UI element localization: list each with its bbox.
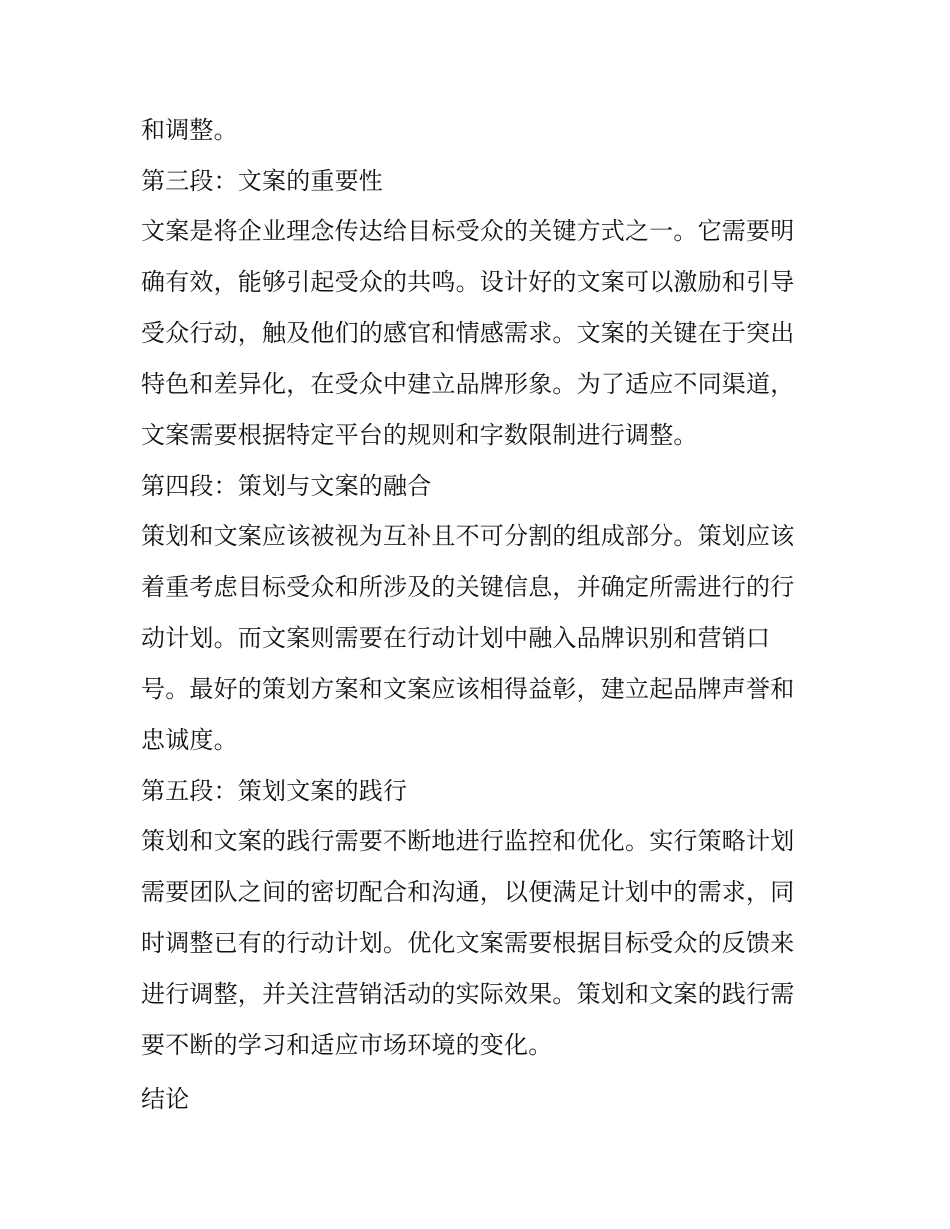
section-heading-4: 第四段：策划与文案的融合 <box>141 472 432 500</box>
paragraph-line: 文案需要根据特定平台的规则和字数限制进行调整。 <box>141 421 698 449</box>
section-heading-3: 第三段：文案的重要性 <box>141 167 383 195</box>
paragraph-line: 文案是将企业理念传达给目标受众的关键方式之一。它需要明 <box>141 217 795 245</box>
paragraph-line: 和调整。 <box>141 116 238 144</box>
paragraph-line: 时调整已有的行动计划。优化文案需要根据目标受众的反馈来 <box>141 929 795 957</box>
paragraph-line: 要不断的学习和适应市场环境的变化。 <box>141 1031 553 1059</box>
paragraph-line: 受众行动，触及他们的感官和情感需求。文案的关键在于突出 <box>141 319 795 347</box>
paragraph-line: 着重考虑目标受众和所涉及的关键信息，并确定所需进行的行 <box>141 573 795 601</box>
paragraph-line: 进行调整，并关注营销活动的实际效果。策划和文案的践行需 <box>141 980 795 1008</box>
document-body <box>141 105 813 1124</box>
conclusion-heading: 结论 <box>141 1085 190 1113</box>
paragraph-line: 需要团队之间的密切配合和沟通，以便满足计划中的需求，同 <box>141 878 795 906</box>
paragraph-line: 号。最好的策划方案和文案应该相得益彰，建立起品牌声誉和 <box>141 675 795 703</box>
paragraph-line: 策划和文案的践行需要不断地进行监控和优化。实行策略计划 <box>141 827 795 855</box>
paragraph-line: 策划和文案应该被视为互补且不可分割的组成部分。策划应该 <box>141 522 795 550</box>
paragraph-line: 忠诚度。 <box>141 726 238 754</box>
paragraph-line: 确有效，能够引起受众的共鸣。设计好的文案可以激励和引导 <box>141 268 795 296</box>
paragraph-line: 动计划。而文案则需要在行动计划中融入品牌识别和营销口 <box>141 624 771 652</box>
paragraph-line: 特色和差异化，在受众中建立品牌形象。为了适应不同渠道， <box>141 370 795 398</box>
section-heading-5: 第五段：策划文案的践行 <box>141 777 408 805</box>
